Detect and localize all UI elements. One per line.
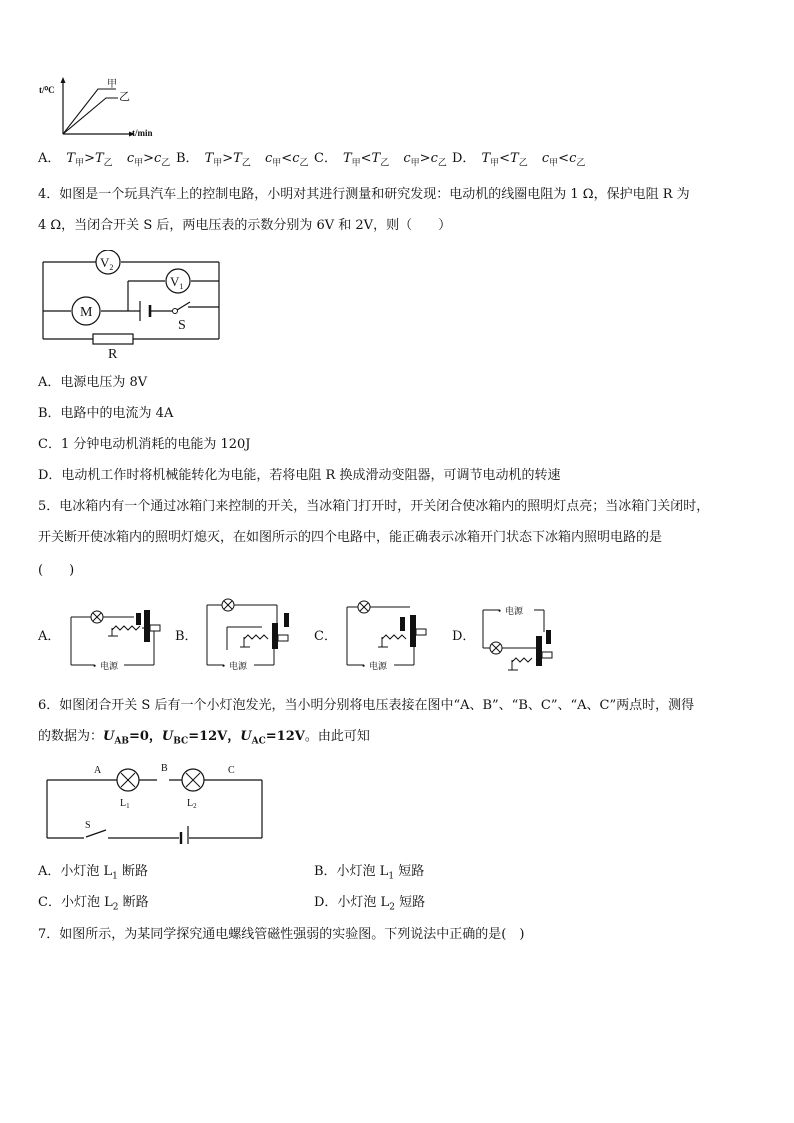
source-label: 电源 [369,661,388,671]
point-c-label: C [228,765,235,776]
svg-text:•: • [222,661,226,671]
q5-circuit-b [202,595,307,672]
q3-option-a[interactable]: A． $T_甲>T_乙$ $c_甲>c_乙$ [38,151,171,169]
q4-circuit [38,250,238,365]
q4-option-c[interactable]: C．1 分钟电动机消耗的电能为 120J [38,437,251,452]
y-axis-label: t/⁰C [39,85,55,95]
source-label: 电源 [505,606,524,616]
q7-stem-line1: 7．如图所示，为某同学探究通电螺线管磁性强弱的实验图。下列说法中正确的是( ) [38,927,525,942]
q3-option-b[interactable]: B． $T_甲>T_乙$ $c_甲<c_乙$ [176,151,309,169]
curve-label-jia: 甲 [107,79,117,90]
door-switch-icon [144,610,150,642]
q6-option-b[interactable]: B．小灯泡 $L_1$ 短路 [314,864,425,882]
q5-option-a[interactable]: A． [38,629,61,644]
q6-circuit [44,760,269,844]
q5-option-c[interactable]: C． [314,629,337,644]
motor-label: M [80,305,93,320]
switch-icon [177,302,190,310]
q6-stem-line1: 6．如图闭合开关 S 后有一个小灯泡发光，当小明分别将电压表接在图中“A、B”、“B、C”、“A、C”两点时，测得 [38,698,695,713]
q5-circuit-c [342,595,442,672]
v1-label: $V_1$ [170,274,184,291]
temperature-time-graph [36,74,166,140]
q5-stem-line1: 5．电冰箱内有一个通过冰箱门来控制的开关，当冰箱门打开时，开关闭合使冰箱内的照明灯点亮；当冰箱门关闭时， [38,499,710,514]
q3-option-d[interactable]: D． $T_甲<T_乙$ $c_甲<c_乙$ [452,151,586,169]
q5-circuit-a [66,600,171,672]
source-label: 电源 [100,661,119,671]
resistor-icon [93,334,133,344]
source-label: 电源 [229,661,248,671]
resistor-label: R [108,347,118,362]
svg-text:•: • [93,661,97,671]
q6-option-c[interactable]: C．小灯泡 $L_2$ 断路 [38,895,149,913]
l2-label: $L_2$ [187,798,197,810]
x-axis-label: t/min [132,128,153,138]
switch-label: S [178,318,186,333]
q5-circuit-d [478,600,568,672]
q6-option-d[interactable]: D．小灯泡 $L_2$ 短路 [314,895,426,913]
curve-label-yi: 乙 [119,91,130,103]
door-switch-icon [536,636,542,666]
q6-stem-line2: 的数据为：$U_{AB}=0$，$U_{BC}=12V$，$U_{AC}=12V$。由此可知 [38,729,370,747]
v2-label: $V_2$ [100,255,114,272]
switch-label: S [85,820,91,831]
door-switch-icon [410,615,416,647]
q5-option-d[interactable]: D． [452,629,476,644]
q5-stem-line3: ( ) [38,563,75,578]
svg-text:•: • [362,661,366,671]
q6-option-a[interactable]: A．小灯泡 $L_1$ 断路 [38,864,149,882]
q4-option-b[interactable]: B．电路中的电流为 4A [38,406,174,421]
q4-option-a[interactable]: A．电源电压为 8V [38,375,148,390]
l1-label: $L_1$ [120,798,130,810]
q4-stem-line1: 4．如图是一个玩具汽车上的控制电路，小明对其进行测量和研究发现：电动机的线圈电阻为 1 Ω，保护电阻 R 为 [38,187,690,202]
q5-stem-line2: 开关断开使冰箱内的照明灯熄灭，在如图所示的四个电路中，能正确表示冰箱开门状态下冰箱内照明电路的是 [38,530,663,545]
svg-text:•: • [498,606,502,616]
q5-option-b[interactable]: B． [175,629,198,644]
q3-option-c[interactable]: C． $T_甲<T_乙$ $c_甲>c_乙$ [314,151,447,169]
q4-stem-line2: 4 Ω，当闭合开关 S 后，两电压表的示数分别为 6V 和 2V，则（ ） [38,218,452,233]
point-a-label: A [94,765,102,776]
q4-option-d[interactable]: D．电动机工作时将机械能转化为电能，若将电阻 R 换成滑动变阻器，可调节电动机的转速 [38,468,561,483]
door-switch-icon [272,623,278,649]
point-b-label: B [161,763,168,774]
